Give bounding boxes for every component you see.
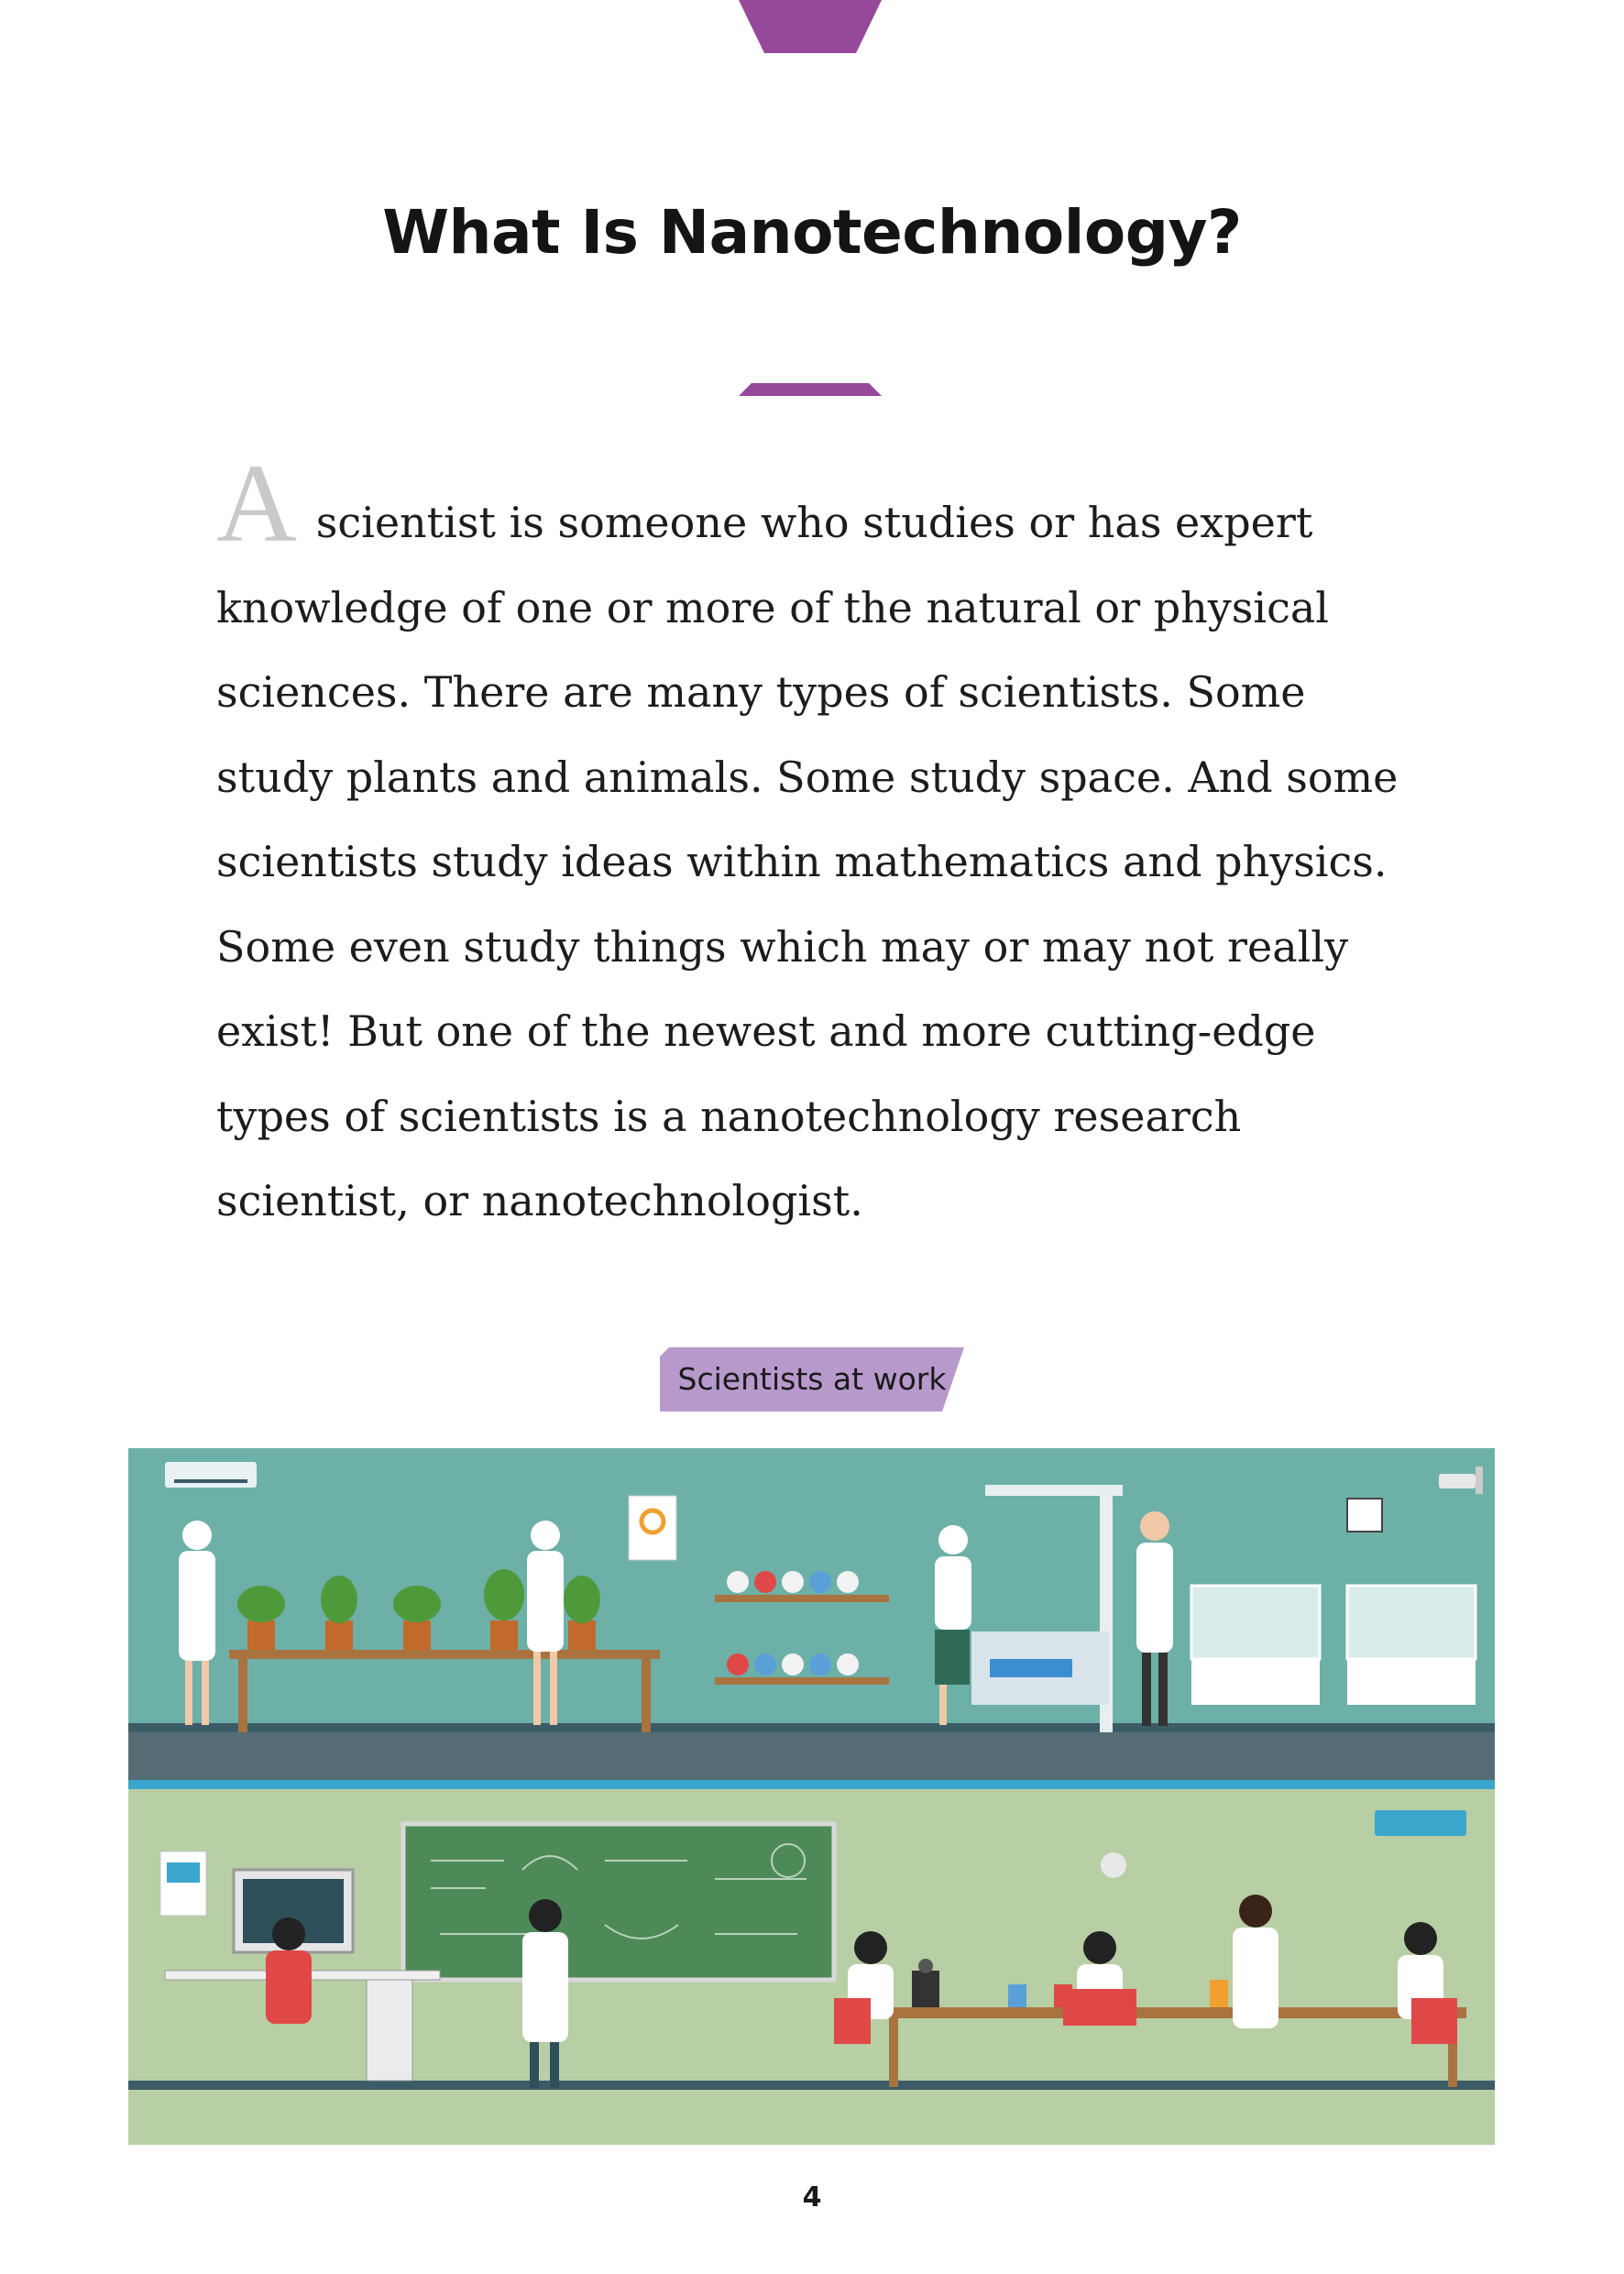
caption-text: Scientists at work — [677, 1361, 947, 1397]
vent-icon — [1347, 1499, 1382, 1532]
wall-map-icon — [160, 1851, 206, 1916]
page-number: 4 — [802, 2181, 822, 2214]
clock-icon — [1101, 1852, 1126, 1878]
shelf — [715, 1595, 889, 1602]
page-title: What Is Nanotechnology? — [382, 197, 1242, 268]
air-conditioner-icon — [1375, 1810, 1466, 1836]
chalkboard-icon — [403, 1824, 834, 1980]
lab-bench — [880, 2007, 1466, 2018]
plant-table — [229, 1650, 660, 1659]
scientist-figure-icon — [1233, 1895, 1278, 2028]
computer-tower — [367, 1980, 412, 2081]
body-paragraph — [216, 442, 1426, 1244]
body-text: scientist is someone who studies or has expert knowledge of one or more of the natural or physical sciences. There are many types of scientists. Some study plants and animals. Some study space. And some scientists study ideas within mathematics and physics. Some even study things which may or may not really exist! But one of the newest and more cutting-edge types of scientists is a nanotechnology research scientist, or nanotechnologist. — [216, 498, 1399, 1225]
shelf — [715, 1677, 889, 1685]
scientists-lab-illustration — [128, 1448, 1495, 2145]
title-underline — [739, 383, 882, 396]
scientist-figure-icon — [266, 1917, 312, 2024]
air-conditioner-icon — [165, 1462, 257, 1488]
top-tab-decoration — [739, 0, 882, 53]
drop-cap: A — [216, 442, 298, 566]
wall-poster-icon — [629, 1496, 676, 1560]
image-caption — [660, 1347, 964, 1412]
